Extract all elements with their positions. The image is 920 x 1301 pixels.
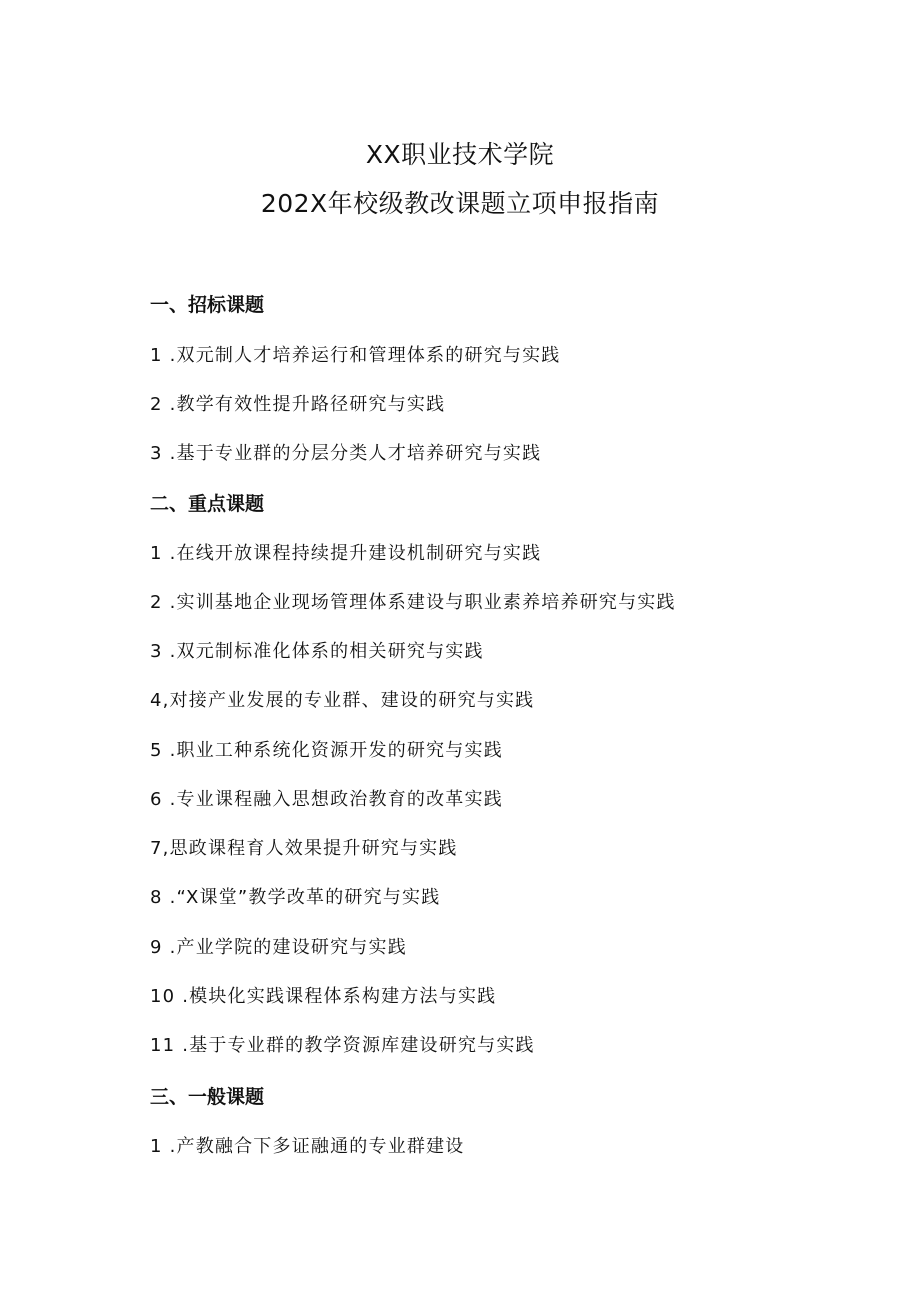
list-item: 3 .双元制标准化体系的相关研究与实践 [150,641,484,662]
list-item: 11 .基于专业群的教学资源库建设研究与实践 [150,1035,535,1056]
document-title-line1: XX职业技术学院 [365,140,555,169]
list-item: 7,思政课程育人效果提升研究与实践 [150,838,458,859]
list-item: 5 .职业工种系统化资源开发的研究与实践 [150,740,503,761]
list-item: 3 .基于专业群的分层分类人才培养研究与实践 [150,443,542,464]
list-item: 2 .实训基地企业现场管理体系建设与职业素养培养研究与实践 [150,592,676,613]
list-item: 1 .产教融合下多证融通的专业群建设 [150,1136,465,1157]
list-item: 6 .专业课程融入思想政治教育的改革实践 [150,789,503,810]
list-item: 2 .教学有效性提升路径研究与实践 [150,394,446,415]
section-heading-3: 三、一般课题 [150,1086,265,1108]
list-item: 1 .双元制人才培养运行和管理体系的研究与实践 [150,345,561,366]
section-heading-1: 一、招标课题 [150,294,265,316]
document-title-line2: 202X年校级教改课题立项申报指南 [260,189,660,218]
list-item: 4,对接产业发展的专业群、建设的研究与实践 [150,690,535,711]
list-item: 10 .模块化实践课程体系构建方法与实践 [150,986,497,1007]
section-heading-2: 二、重点课题 [150,493,265,515]
list-item: 9 .产业学院的建设研究与实践 [150,937,407,958]
list-item: 1 .在线开放课程持续提升建设机制研究与实践 [150,543,542,564]
list-item: 8 .“X课堂”教学改革的研究与实践 [150,887,441,908]
